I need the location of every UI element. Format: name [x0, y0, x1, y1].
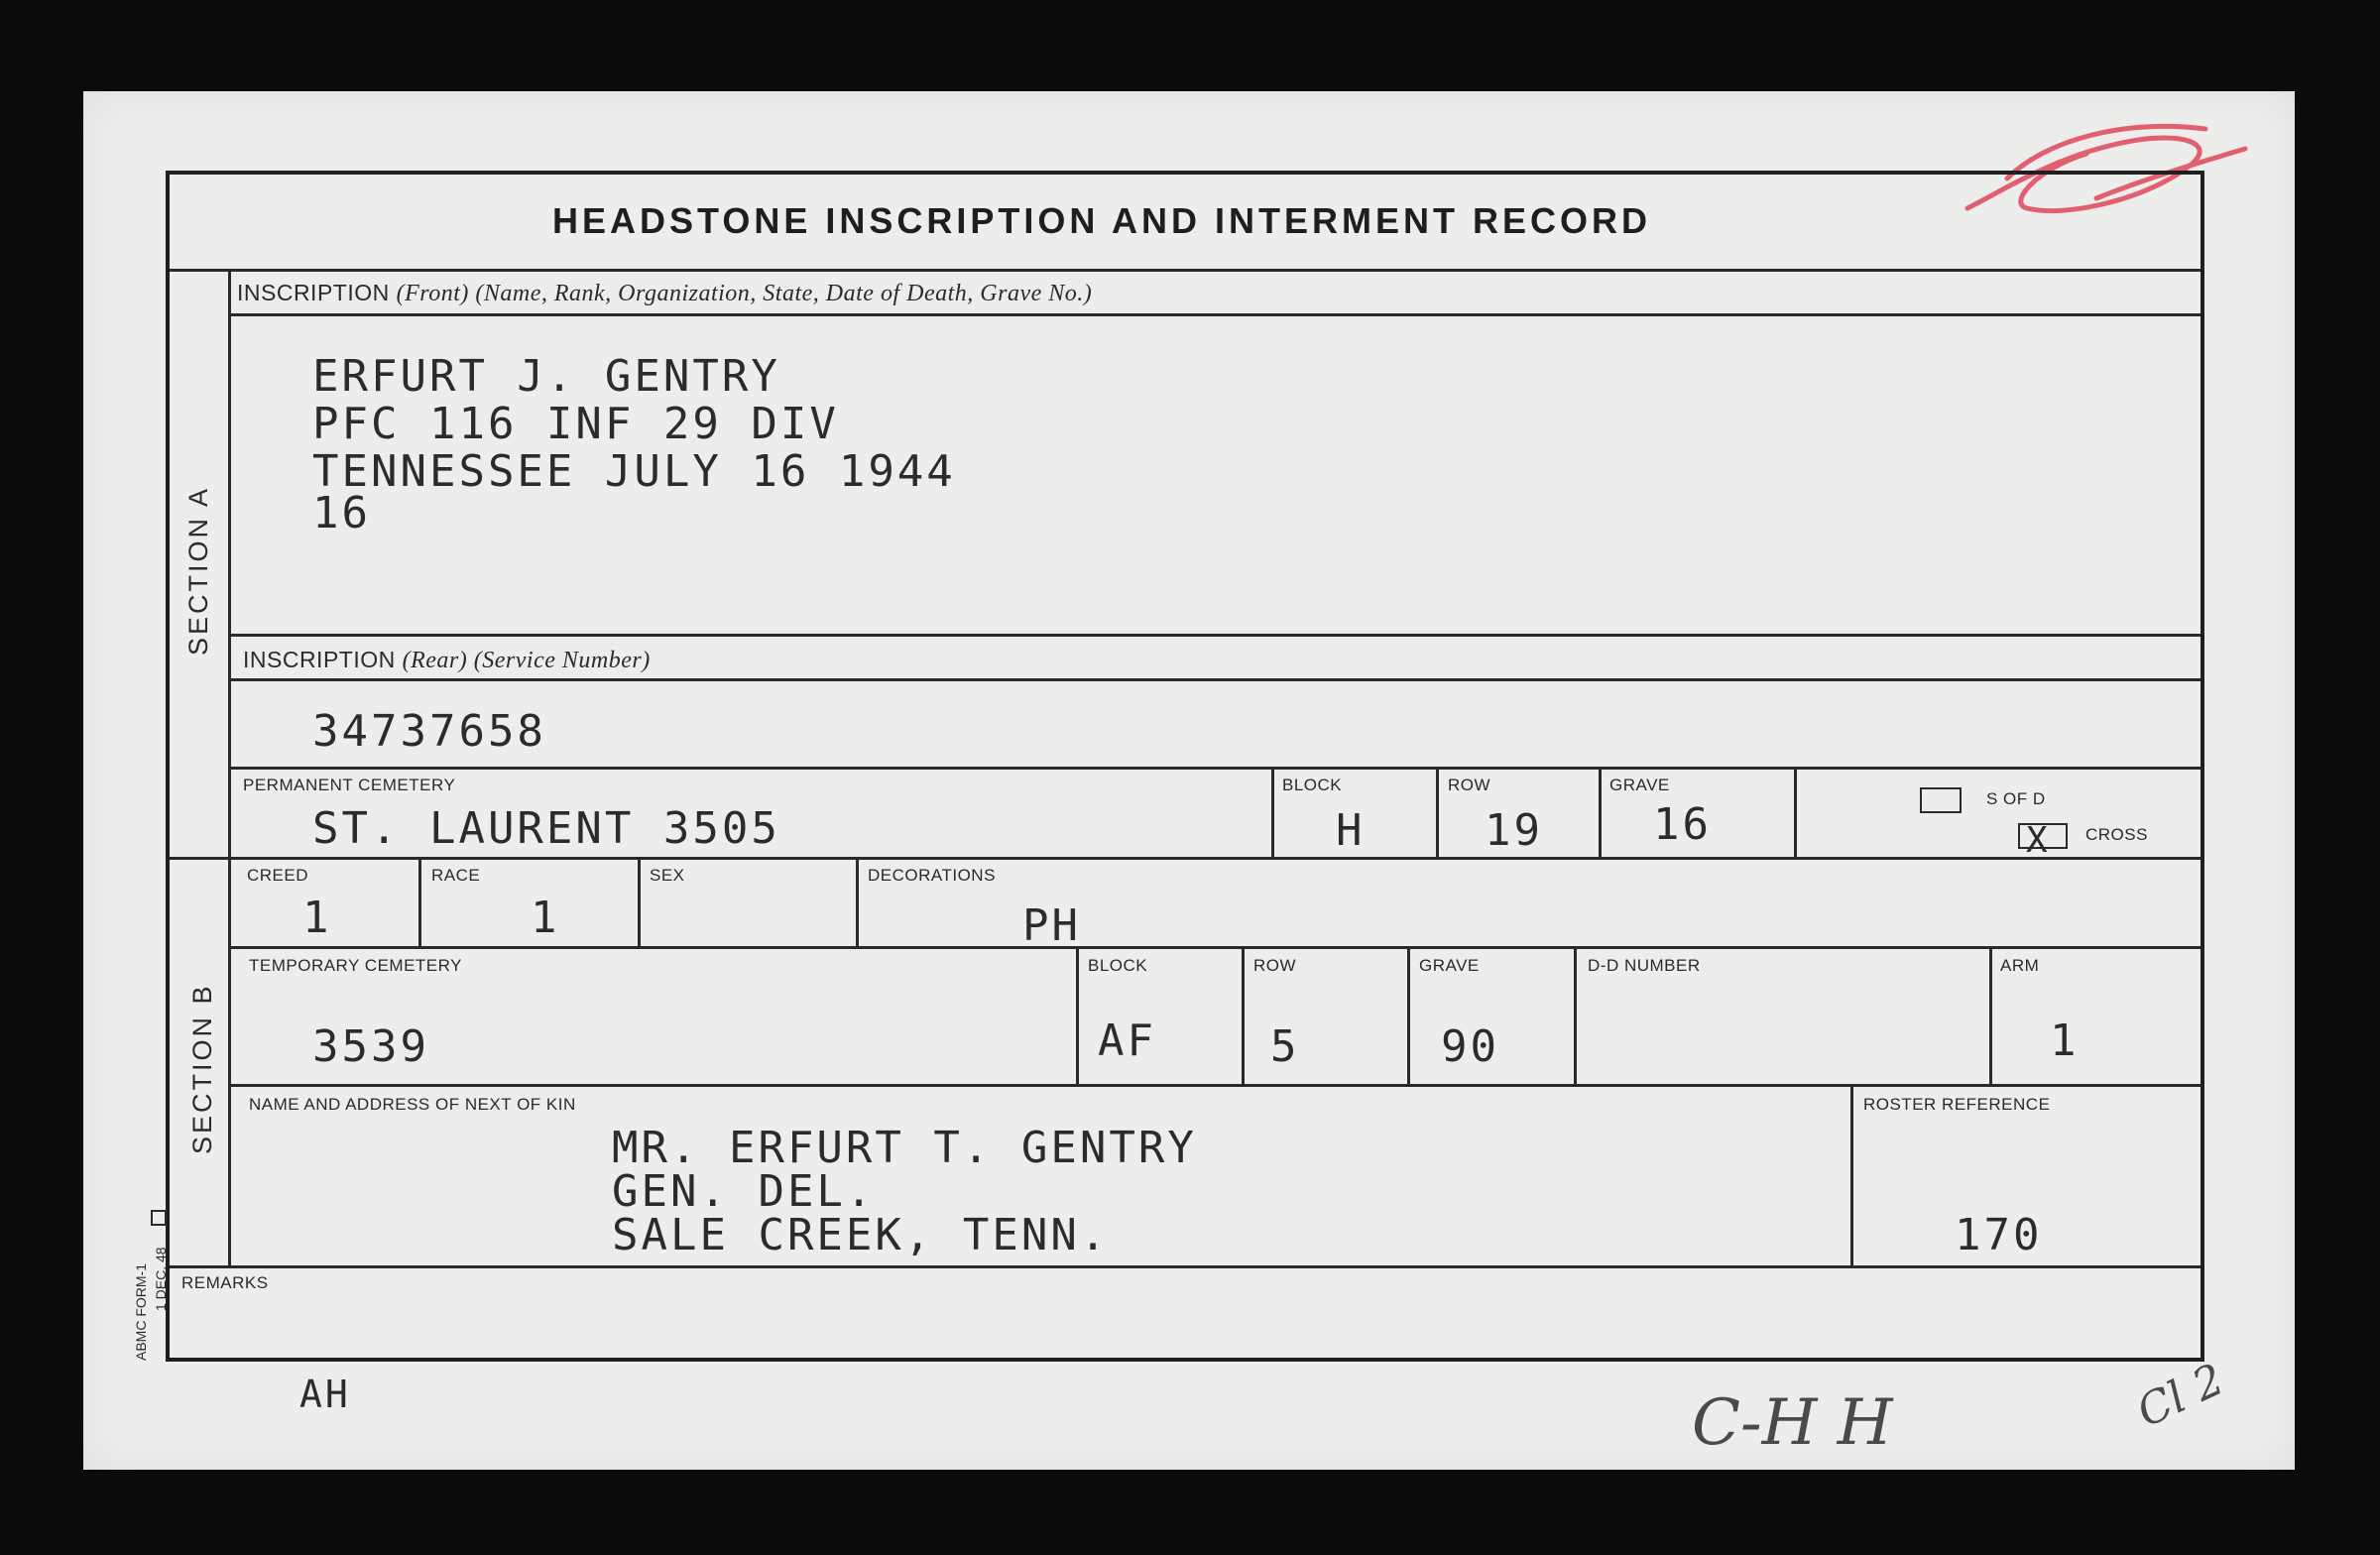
- next-of-kin-line-3: SALE CREEK, TENN.: [612, 1210, 1110, 1260]
- arm-value: 1: [2050, 1016, 2080, 1066]
- remarks-label: REMARKS: [181, 1273, 269, 1292]
- temporary-grave-value: 90: [1441, 1021, 1499, 1072]
- front-inscription-line-2: PFC 116 INF 29 DIV: [312, 399, 839, 449]
- temporary-row-value: 5: [1270, 1021, 1300, 1072]
- creed-label: CREED: [247, 866, 309, 885]
- permanent-row-label: ROW: [1448, 776, 1491, 794]
- permanent-block-label: BLOCK: [1282, 776, 1343, 794]
- form-title: HEADSTONE INSCRIPTION AND INTERMENT RECORD: [551, 200, 1652, 241]
- section-b-label: SECTION B: [187, 983, 217, 1154]
- cross-mark: X: [2026, 820, 2051, 861]
- permanent-row-value: 19: [1485, 805, 1543, 856]
- temporary-cemetery-value: 3539: [312, 1021, 429, 1072]
- race-value: 1: [531, 893, 560, 943]
- s-of-d-checkbox[interactable]: [1920, 787, 1962, 813]
- bottom-typed-initials: AH: [299, 1373, 351, 1416]
- permanent-grave-value: 16: [1653, 799, 1712, 850]
- handwritten-corner-note: Cl 2: [2129, 1354, 2232, 1438]
- handwritten-bottom-note: C-H H: [1692, 1386, 1893, 1460]
- temporary-block-value: AF: [1098, 1016, 1156, 1066]
- form-date: 1 DEC. 48: [153, 1247, 169, 1311]
- temporary-row-label: ROW: [1253, 956, 1297, 975]
- form-code-box: [151, 1210, 167, 1226]
- race-label: RACE: [431, 866, 481, 885]
- arm-label: ARM: [2000, 956, 2040, 975]
- form-frame: [166, 171, 2204, 1362]
- permanent-block-value: H: [1336, 805, 1366, 856]
- roster-reference-value: 170: [1955, 1210, 2043, 1260]
- temporary-grave-label: GRAVE: [1419, 956, 1480, 975]
- permanent-cemetery-label: PERMANENT CEMETERY: [243, 776, 456, 794]
- sex-label: SEX: [650, 866, 685, 885]
- record-card: [83, 91, 2295, 1470]
- temporary-block-label: BLOCK: [1088, 956, 1148, 975]
- rear-inscription-label: INSCRIPTION (Rear) (Service Number): [243, 647, 651, 673]
- section-a-label: SECTION A: [183, 485, 213, 656]
- decorations-value: PH: [1022, 900, 1081, 951]
- temporary-cemetery-label: TEMPORARY CEMETERY: [249, 956, 462, 975]
- next-of-kin-line-1: MR. ERFURT T. GENTRY: [612, 1123, 1197, 1173]
- front-inscription-label: INSCRIPTION (Front) (Name, Rank, Organization, State, Date of Death, Grave No.): [237, 280, 1093, 306]
- front-inscription-line-1: ERFURT J. GENTRY: [312, 351, 780, 402]
- next-of-kin-label: NAME AND ADDRESS OF NEXT OF KIN: [249, 1095, 576, 1114]
- permanent-cemetery-value: ST. LAURENT 3505: [312, 803, 780, 854]
- front-inscription-line-4: 16: [312, 488, 371, 538]
- dd-number-label: D-D NUMBER: [1588, 956, 1701, 975]
- decorations-label: DECORATIONS: [868, 866, 996, 885]
- cross-label: CROSS: [2085, 825, 2148, 844]
- s-of-d-label: S OF D: [1986, 789, 2046, 808]
- creed-value: 1: [302, 893, 332, 943]
- service-number: 34737658: [312, 706, 546, 757]
- front-inscription-line-3: TENNESSEE JULY 16 1944: [312, 446, 956, 497]
- roster-reference-label: ROSTER REFERENCE: [1863, 1095, 2051, 1114]
- permanent-grave-label: GRAVE: [1609, 776, 1670, 794]
- next-of-kin-line-2: GEN. DEL.: [612, 1166, 876, 1217]
- form-code: ABMC FORM-1: [133, 1263, 149, 1361]
